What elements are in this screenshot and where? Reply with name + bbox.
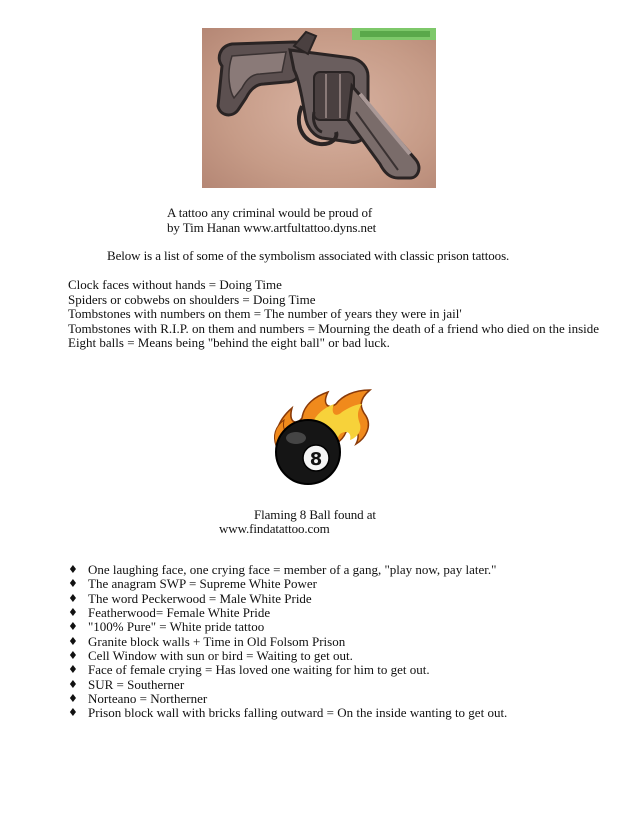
list-item xyxy=(68,577,507,591)
symbolism-item: Tombstones with R.I.P. on them and numbers = Mourning the death of a friend who died on the inside xyxy=(68,320,600,336)
flaming-8-ball-drawing xyxy=(262,386,378,490)
ball-number-label: 8 xyxy=(309,449,323,470)
diamond-bullet-icon: ♦ xyxy=(68,634,78,648)
list-item xyxy=(68,620,507,634)
list-item xyxy=(68,649,507,663)
ball-caption-line-1: Flaming 8 Ball found at xyxy=(254,507,376,522)
photo-caption-line-2: by Tim Hanan www.artfultattoo.dyns.net xyxy=(167,220,377,235)
revolver-tattoo-image xyxy=(202,28,436,188)
photo-caption-line-1: A tattoo any criminal would be proud of xyxy=(167,205,373,220)
flaming-8-ball-image xyxy=(262,386,378,490)
list-item-text: Prison block wall with bricks falling outward = On the inside wanting to get out. xyxy=(88,705,508,721)
diamond-bullet-icon: ♦ xyxy=(68,706,78,720)
diamond-bullet-icon: ♦ xyxy=(68,663,78,677)
symbolism-item: Spiders or cobwebs on shoulders = Doing Time xyxy=(68,291,316,307)
list-item-text: "100% Pure" = White pride tattoo xyxy=(88,619,265,635)
list-item xyxy=(68,692,507,706)
diamond-bullet-icon: ♦ xyxy=(68,649,78,663)
intro-text: Below is a list of some of the symbolism associated with classic prison tattoos. xyxy=(107,248,510,263)
list-item-text: Featherwood= Female White Pride xyxy=(88,605,271,621)
symbolism-item: Eight balls = Means being "behind the eight ball" or bad luck. xyxy=(68,335,390,351)
list-item-text: SUR = Southerner xyxy=(88,676,185,692)
diamond-bullet-icon: ♦ xyxy=(68,591,78,605)
symbolism-item: Clock faces without hands = Doing Time xyxy=(68,277,282,292)
diamond-bullet-icon: ♦ xyxy=(68,677,78,691)
list-item-text: The anagram SWP = Supreme White Power xyxy=(88,576,317,592)
list-item xyxy=(68,678,507,692)
list-item-text: Face of female crying = Has loved one waiting for him to get out. xyxy=(88,662,430,678)
diamond-bullet-icon: ♦ xyxy=(68,692,78,706)
diamond-bullet-icon: ♦ xyxy=(68,563,78,576)
list-item xyxy=(68,606,507,620)
list-item xyxy=(68,706,507,720)
list-item xyxy=(68,563,507,577)
diamond-bullet-icon: ♦ xyxy=(68,577,78,591)
diamond-bullet-icon: ♦ xyxy=(68,606,78,620)
list-item xyxy=(68,663,507,677)
revolver-tattoo-photo xyxy=(202,28,436,188)
list-item xyxy=(68,635,507,649)
tattoo-meaning-list xyxy=(68,563,507,721)
symbolism-item: Tombstones with numbers on them = The number of years they were in jail' xyxy=(68,306,462,322)
diamond-bullet-icon: ♦ xyxy=(68,620,78,634)
list-item-text: Cell Window with sun or bird = Waiting to get out. xyxy=(88,648,353,664)
symbolism-list xyxy=(68,278,608,351)
list-item-text: One laughing face, one crying face = member of a gang, "play now, pay later." xyxy=(88,562,497,577)
list-item-text: Granite block walls + Time in Old Folsom Prison xyxy=(88,633,346,649)
list-item-text: The word Peckerwood = Male White Pride xyxy=(88,590,312,606)
list-item-text: Norteano = Northerner xyxy=(88,691,208,707)
list-item xyxy=(68,592,507,606)
ball-caption-line-2: www.findatattoo.com xyxy=(219,521,330,536)
